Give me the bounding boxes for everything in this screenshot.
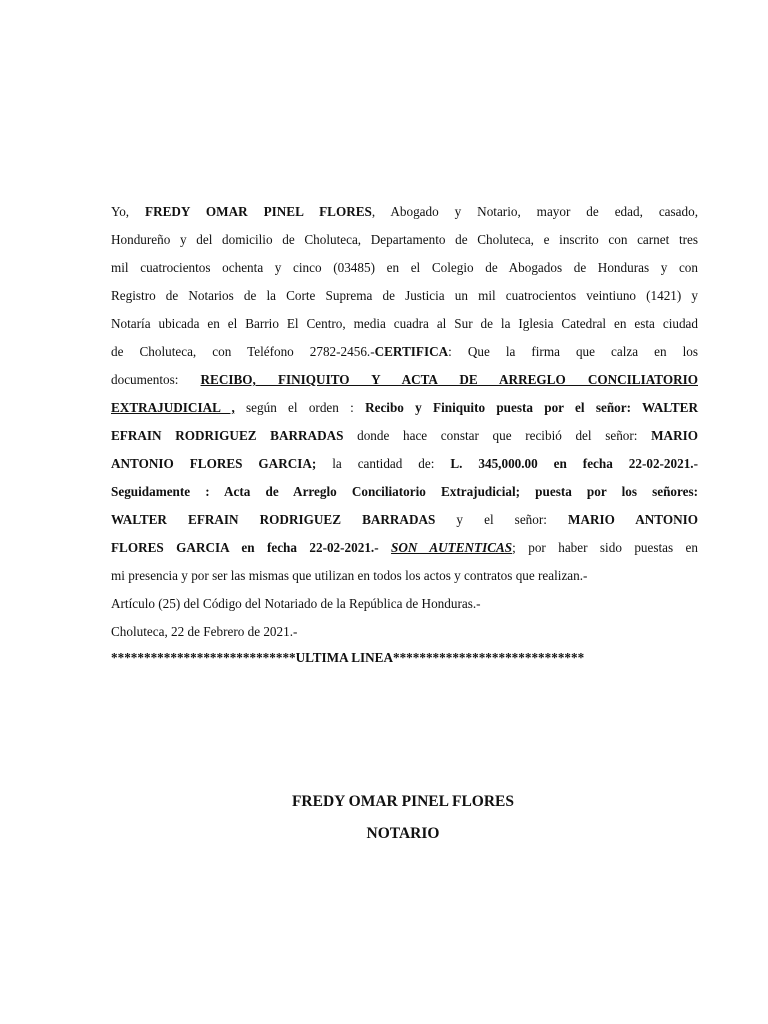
text-run: Artículo (25) del Código del Notariado de la República de Honduras.- — [111, 596, 481, 611]
certificate-line — [111, 231, 698, 249]
text-run: , Abogado y Notario, mayor de edad, casado, — [371, 204, 698, 219]
text-run: Registro de Notarios de la Corte Suprema de Justicia un mil cuatrocientos veintiuno (1421) y — [111, 288, 698, 303]
text-run: Choluteca, 22 de Febrero de 2021.- — [111, 624, 298, 639]
certificate-line — [111, 623, 698, 641]
certificate-line — [111, 287, 698, 305]
certificate-line — [111, 567, 698, 585]
text-run: Hondureño y del domicilio de Choluteca, Departamento de Choluteca, e inscrito con carnet tres — [111, 232, 698, 247]
signature-title: NOTARIO — [366, 825, 440, 842]
certificate-line — [111, 649, 698, 667]
certificate-line — [111, 455, 698, 473]
certificate-line — [111, 483, 698, 501]
text-run: L. 345,000.00 en fecha 22-02-2021.- — [450, 456, 698, 471]
text-run: MARIO — [651, 428, 698, 443]
text-run: FLORES GARCIA en fecha 22-02-2021.- — [111, 540, 392, 555]
text-run: ANTONIO FLORES GARCIA; — [111, 456, 317, 471]
text-run: según el orden : — [234, 400, 366, 415]
text-run: Seguidamente : Acta de Arreglo Conciliatorio Extrajudicial; puesta por los señores: — [111, 484, 698, 499]
certificate-line — [111, 511, 698, 529]
text-run: ; por haber sido puestas en — [512, 540, 699, 555]
certificate-line — [111, 315, 698, 333]
text-run: mi presencia y por ser las mismas que utilizan en todos los actos y contratos que realizan.- — [111, 568, 588, 583]
certificate-line — [111, 203, 698, 221]
text-run: mil cuatrocientos ochenta y cinco (03485) en el Colegio de Abogados de Honduras y con — [111, 260, 698, 275]
certificate-line — [111, 343, 698, 361]
text-run: la cantidad de: — [316, 456, 451, 471]
text-run: Yo, — [111, 204, 146, 219]
certificate-line — [111, 595, 698, 613]
certificate-line — [111, 259, 698, 277]
text-run: CERTIFICA — [374, 344, 449, 359]
text-run: documentos: — [111, 372, 201, 387]
text-run: MARIO ANTONIO — [568, 512, 699, 527]
text-run: SON AUTENTICAS — [391, 540, 513, 555]
certificate-line — [111, 371, 698, 389]
text-run: Notaría ubicada en el Barrio El Centro, media cuadra al Sur de la Iglesia Catedral en esta ciudad — [111, 316, 698, 331]
certificate-line — [111, 539, 698, 557]
text-run: : Que la firma que calza en los — [448, 344, 698, 359]
text-run: Recibo y Finiquito puesta por el señor: WALTER — [365, 400, 698, 415]
signature-name: FREDY OMAR PINEL FLORES — [291, 793, 515, 810]
text-run: y el señor: — [435, 512, 568, 527]
text-run: EFRAIN RODRIGUEZ BARRADAS — [111, 428, 344, 443]
text-run: EXTRAJUDICIAL , — [111, 400, 235, 415]
certificate-line — [111, 427, 698, 445]
text-run: WALTER EFRAIN RODRIGUEZ BARRADAS — [111, 512, 436, 527]
text-run: ****************************ULTIMA LINEA***************************** — [111, 650, 585, 665]
text-run: FREDY OMAR PINEL FLORES — [145, 204, 372, 219]
text-run: RECIBO, FINIQUITO Y ACTA DE ARREGLO CONCILIATORIO — [200, 372, 698, 387]
text-run: de Choluteca, con Teléfono 2782-2456.- — [111, 344, 375, 359]
text-run: donde hace constar que recibió del señor: — [343, 428, 652, 443]
certificate-line — [111, 399, 698, 417]
